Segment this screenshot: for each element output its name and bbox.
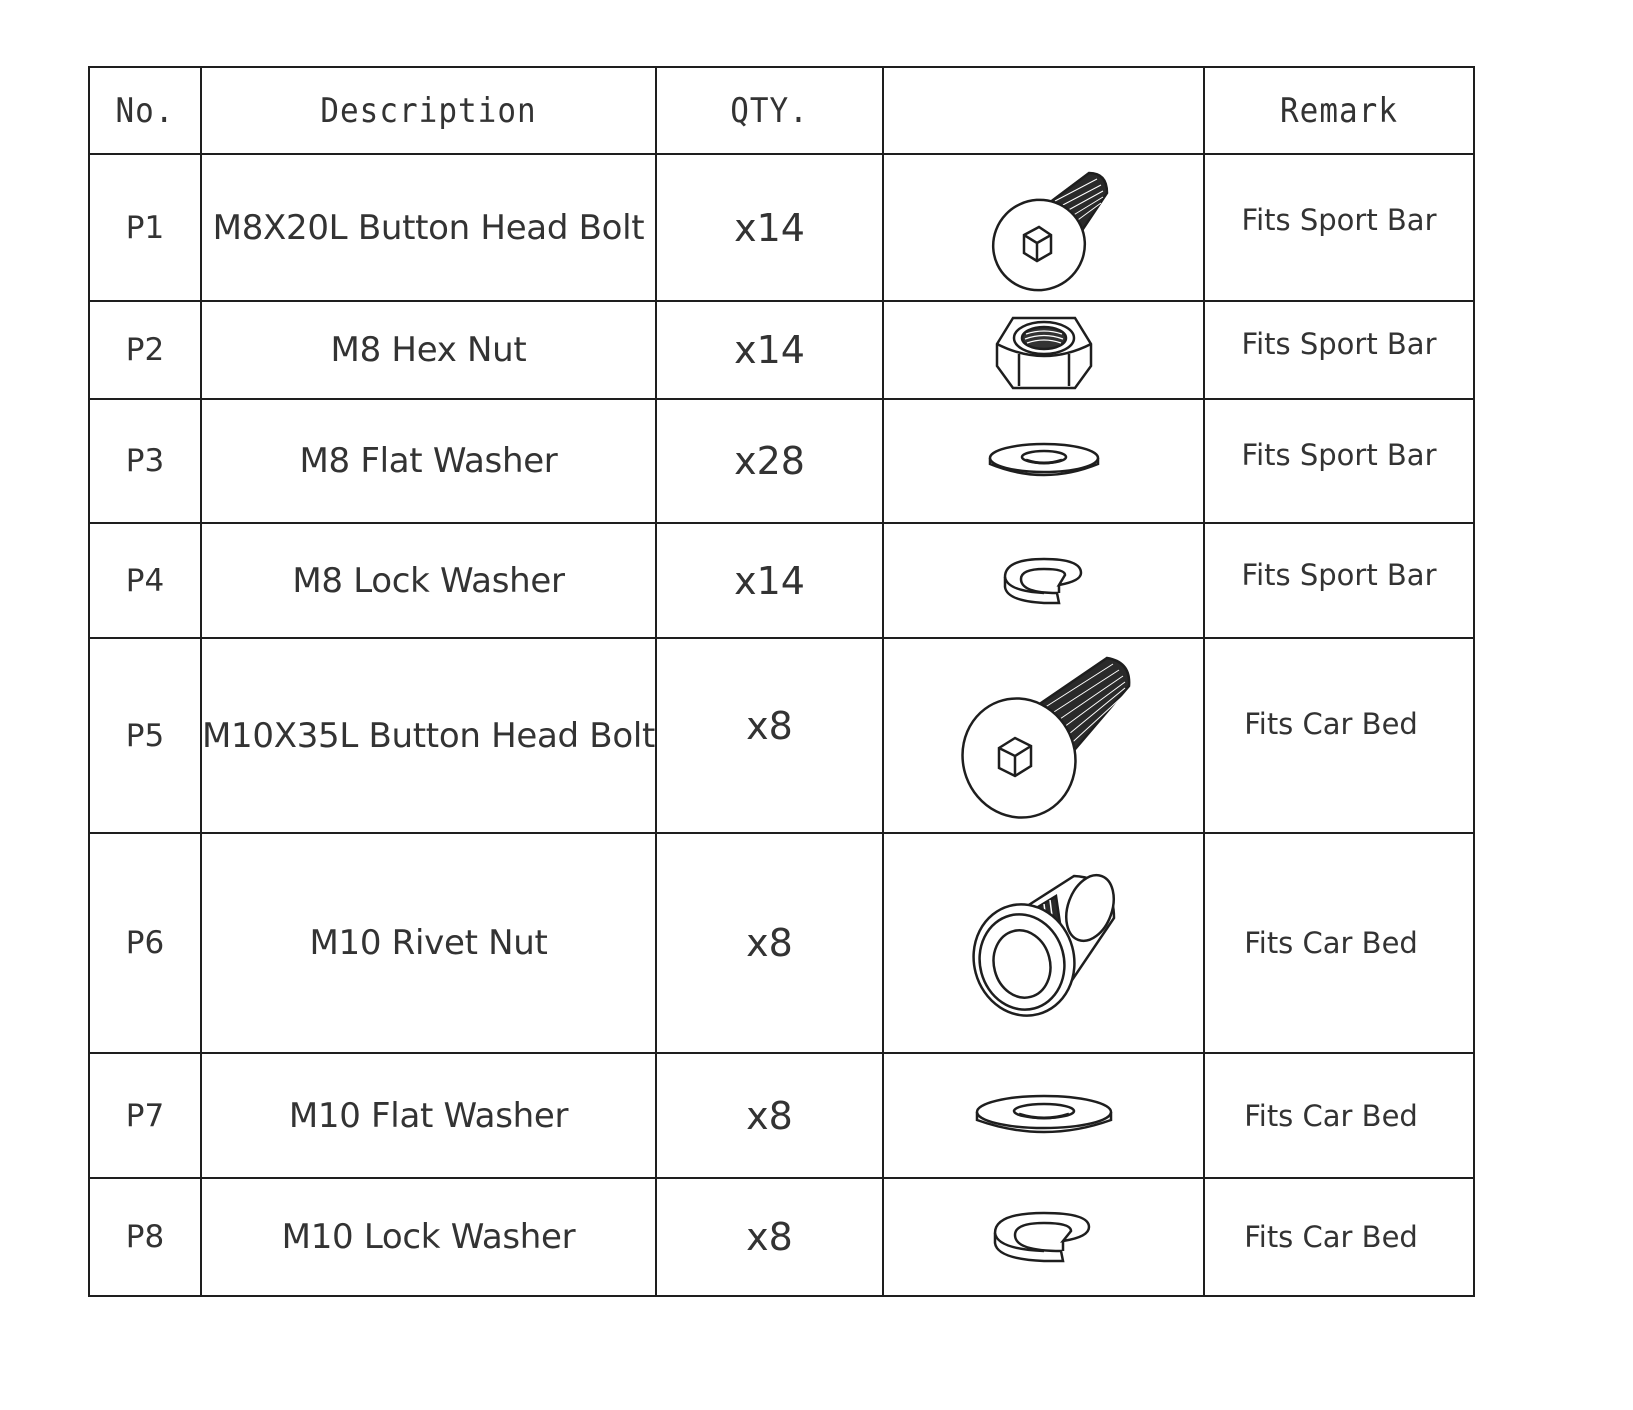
part-remark <box>1204 301 1474 399</box>
part-description: M10X35L Button Head Bolt <box>201 638 656 833</box>
hex-nut-icon <box>989 308 1099 392</box>
table-row <box>89 399 1474 523</box>
header-qty: QTY. <box>656 64 883 158</box>
rivet-nut-icon <box>964 868 1124 1018</box>
header-image <box>883 64 1204 158</box>
part-description: M10 Lock Washer <box>201 1178 656 1296</box>
remark-text: Fits Car Bed <box>1244 1220 1418 1254</box>
part-number: P7 <box>89 1053 201 1178</box>
part-image-cell <box>883 523 1204 638</box>
header-no: No. <box>89 64 201 158</box>
remark-text: Fits Sport Bar <box>1241 438 1437 472</box>
part-image-cell <box>883 154 1204 301</box>
part-remark <box>1204 399 1474 523</box>
remark-text: Fits Sport Bar <box>1241 202 1437 237</box>
part-description: M8 Flat Washer <box>201 399 656 523</box>
part-remark <box>1204 638 1474 833</box>
part-image-cell <box>883 1053 1204 1178</box>
lock-washer-icon <box>999 553 1089 609</box>
header-remark-label: Remark <box>1280 91 1398 130</box>
part-image-cell <box>883 833 1204 1053</box>
table-row <box>89 154 1474 301</box>
table-row <box>89 301 1474 399</box>
part-quantity: x14 <box>656 523 883 638</box>
table-row <box>89 523 1474 638</box>
part-remark <box>1204 833 1474 1053</box>
table-row <box>89 638 1474 833</box>
part-description: M10 Flat Washer <box>201 1053 656 1178</box>
part-image-cell <box>883 638 1204 833</box>
part-image-cell <box>883 1178 1204 1296</box>
remark-text: Fits Car Bed <box>1244 706 1418 741</box>
part-number: P6 <box>89 833 201 1053</box>
part-quantity: x28 <box>656 399 883 523</box>
part-quantity <box>656 638 883 833</box>
hardware-parts-table <box>88 66 1475 1297</box>
part-quantity: x8 <box>656 833 883 1053</box>
part-number: P8 <box>89 1178 201 1296</box>
remark-text: Fits Car Bed <box>1244 1098 1418 1133</box>
part-number: P2 <box>89 301 201 399</box>
part-image-cell <box>883 301 1204 399</box>
quantity-text: x8 <box>746 703 793 748</box>
flat-washer-icon <box>971 1090 1117 1142</box>
part-quantity: x8 <box>656 1053 883 1178</box>
table-row <box>89 1053 1474 1178</box>
part-description: M8 Hex Nut <box>201 301 656 399</box>
part-number: P4 <box>89 523 201 638</box>
flat-washer-icon <box>984 436 1104 486</box>
lock-washer-icon <box>989 1207 1099 1267</box>
table-row <box>89 833 1474 1053</box>
remark-text: Fits Sport Bar <box>1241 557 1437 592</box>
header-remark <box>1204 64 1474 158</box>
table-row <box>89 1178 1474 1296</box>
part-number: P3 <box>89 399 201 523</box>
part-number: P5 <box>89 638 201 833</box>
part-number: P1 <box>89 154 201 301</box>
part-quantity: x14 <box>656 154 883 301</box>
button-head-bolt-icon <box>949 648 1139 823</box>
part-remark <box>1204 523 1474 638</box>
part-remark <box>1204 1053 1474 1178</box>
header-description: Description <box>201 64 656 158</box>
part-image-cell <box>883 399 1204 523</box>
button-head-bolt-icon <box>969 163 1119 293</box>
part-remark <box>1204 1178 1474 1296</box>
part-description: M8 Lock Washer <box>201 523 656 638</box>
part-remark <box>1204 154 1474 301</box>
part-description: M8X20L Button Head Bolt <box>201 154 656 301</box>
part-quantity: x8 <box>656 1178 883 1296</box>
remark-text: Fits Car Bed <box>1244 926 1418 960</box>
part-description: M10 Rivet Nut <box>201 833 656 1053</box>
table-header-row <box>89 67 1474 154</box>
remark-text: Fits Sport Bar <box>1241 327 1437 361</box>
part-quantity: x14 <box>656 301 883 399</box>
